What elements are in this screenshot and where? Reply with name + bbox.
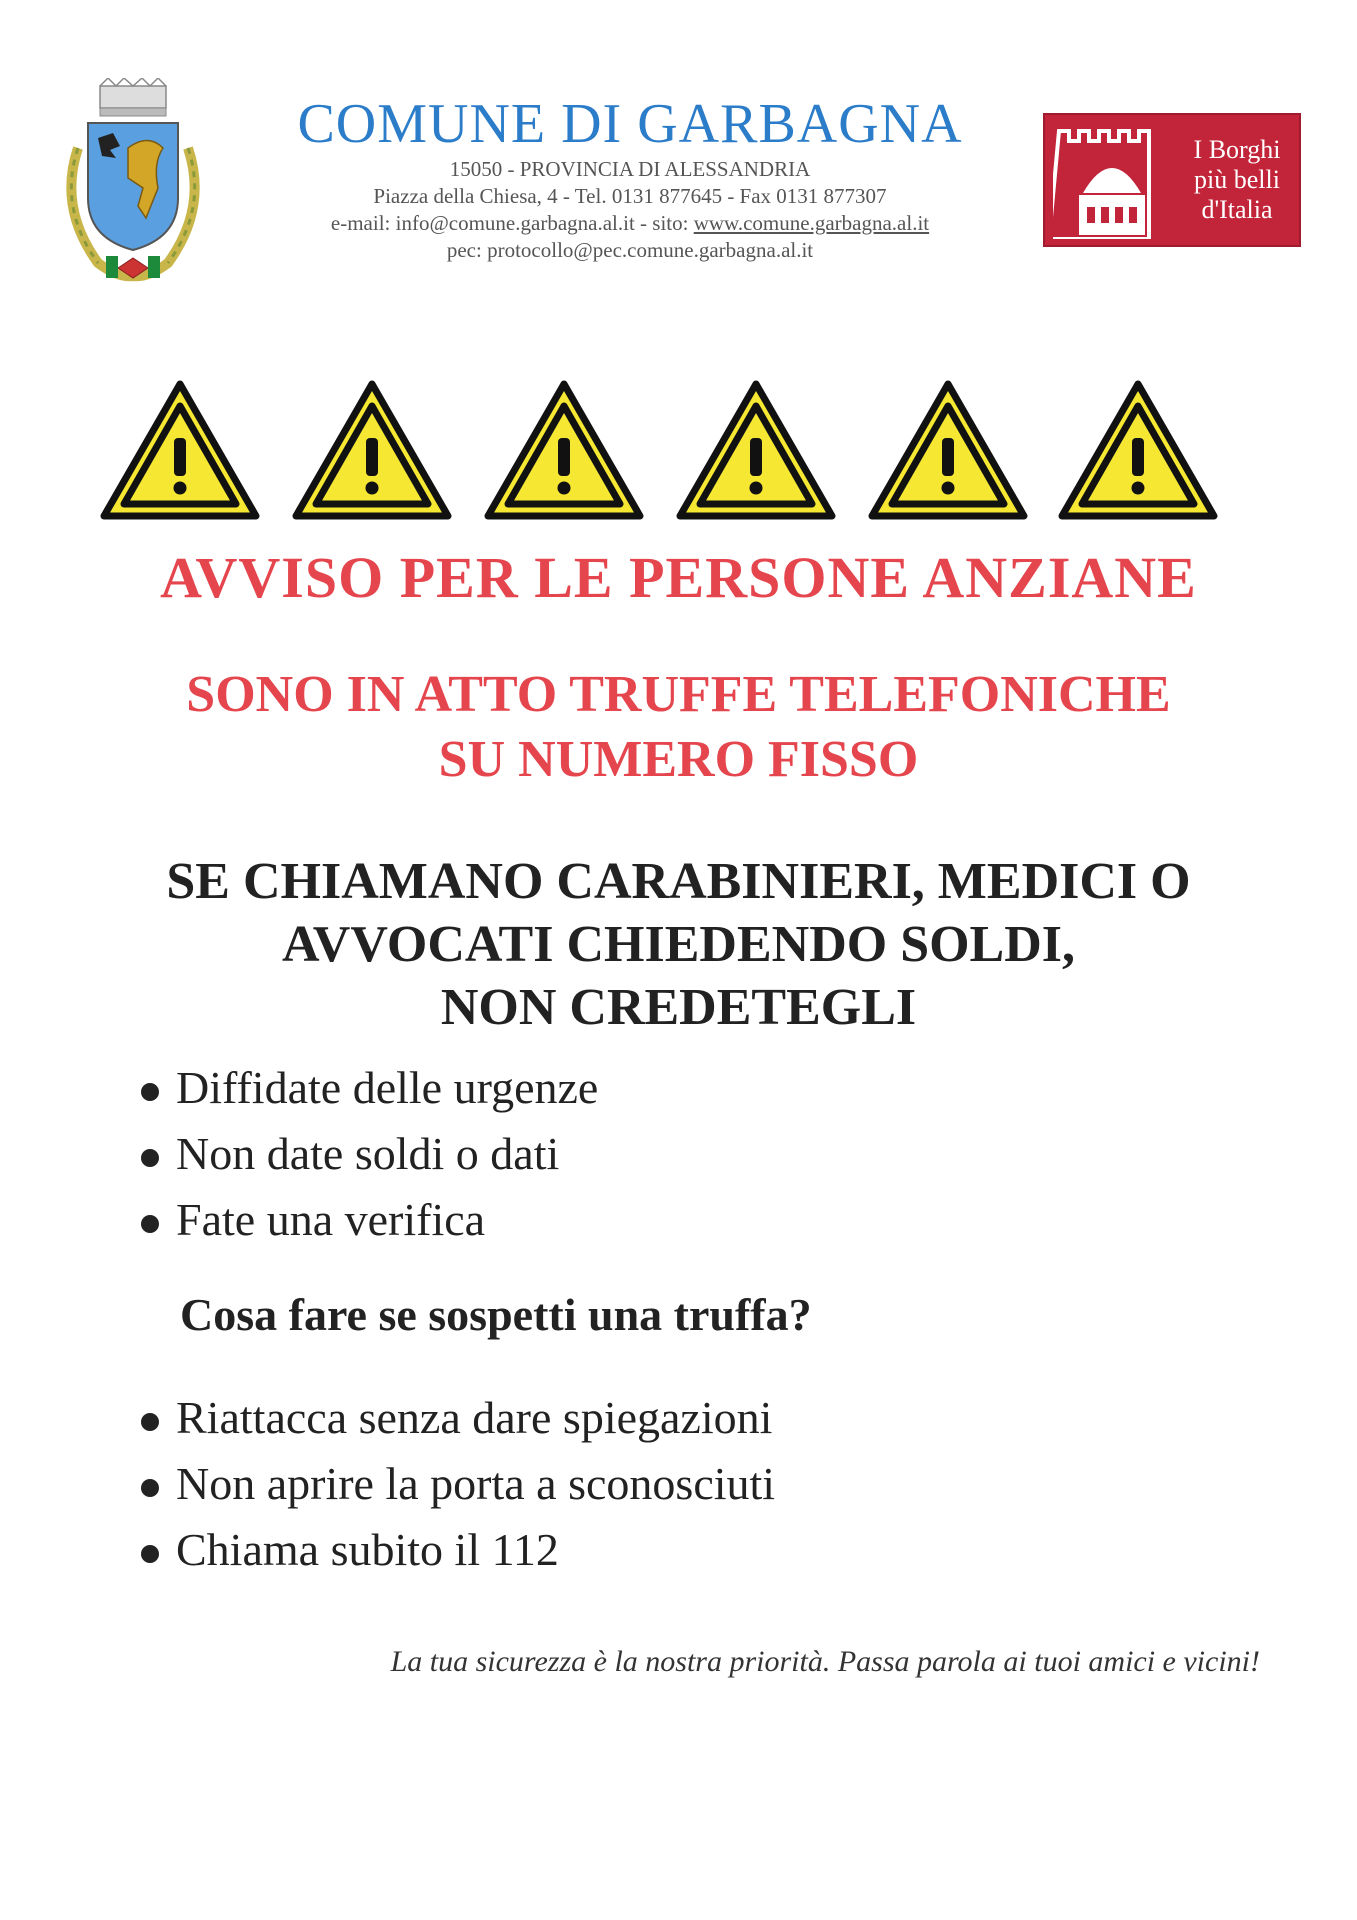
list-item: Riattacca senza dare spiegazioni	[138, 1385, 775, 1451]
pec-line: pec: protocollo@pec.comune.garbagna.al.it	[446, 238, 814, 262]
address-line: Piazza della Chiesa, 4 - Tel. 0131 877645 - Fax 0131 877307	[373, 184, 887, 208]
municipal-crest-icon	[58, 78, 208, 288]
tower-icon	[1053, 123, 1171, 239]
list-item: Diffidate delle urgenze	[138, 1055, 598, 1121]
warning-sign-icon	[484, 380, 644, 522]
borghi-line-1: I Borghi	[1193, 135, 1281, 164]
scam-heading-line-1: SONO IN ATTO TRUFFE TELEFONICHE	[186, 666, 1171, 723]
borghi-text	[1177, 135, 1297, 225]
tips-list	[138, 1055, 598, 1253]
warning-sign-icon	[292, 380, 452, 522]
main-warning-line-2: AVVOCATI CHIEDENDO SOLDI,	[281, 916, 1076, 973]
borghi-line-2: più belli	[1194, 165, 1280, 194]
contact-line	[230, 210, 1030, 237]
list-item: Non date soldi o dati	[138, 1121, 598, 1187]
warning-sign-icon	[1058, 380, 1218, 522]
actions-list	[138, 1385, 775, 1583]
alert-heading: AVVISO PER LE PERSONE ANZIANE	[160, 545, 1197, 610]
province-line: 15050 - PROVINCIA DI ALESSANDRIA	[449, 157, 811, 181]
email-text: e-mail: info@comune.garbagna.al.it - sito:	[330, 211, 694, 235]
scam-heading	[0, 662, 1357, 792]
list-item: Non aprire la porta a sconosciuti	[138, 1451, 775, 1517]
borghi-logo	[1043, 113, 1301, 247]
warning-sign-icon	[868, 380, 1028, 522]
main-warning	[0, 850, 1357, 1039]
warning-sign-icon	[100, 380, 260, 522]
main-warning-line-3: NON CREDETEGLI	[440, 979, 917, 1036]
scam-heading-line-2: SU NUMERO FISSO	[438, 731, 919, 788]
question-heading: Cosa fare se sospetti una truffa?	[180, 1289, 812, 1340]
main-warning-line-1: SE CHIAMANO CARABINIERI, MEDICI O	[166, 853, 1191, 910]
website-link[interactable]: www.comune.garbagna.al.it	[693, 211, 930, 235]
municipality-title: COMUNE DI GARBAGNA	[297, 93, 963, 155]
municipality-header	[230, 92, 1030, 264]
footer-note: La tua sicurezza è la nostra priorità. Passa parola ai tuoi amici e vicini!	[390, 1645, 1260, 1678]
borghi-line-3: d'Italia	[1201, 195, 1273, 224]
list-item: Chiama subito il 112	[138, 1517, 775, 1583]
warning-signs-row	[100, 380, 1220, 530]
list-item: Fate una verifica	[138, 1187, 598, 1253]
warning-sign-icon	[676, 380, 836, 522]
